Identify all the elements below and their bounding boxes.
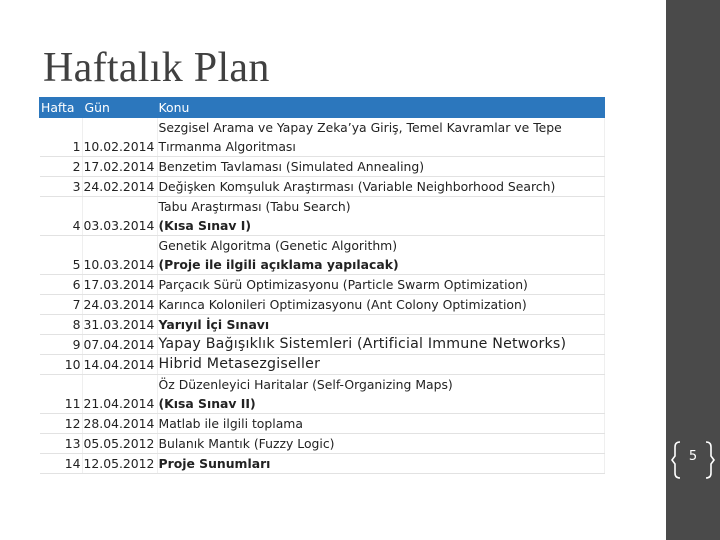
date-cell: 31.03.2014 (82, 315, 157, 335)
topic-line: Matlab ile ilgili toplama (158, 416, 303, 431)
topic-cell (157, 118, 604, 157)
topic-line-bold: Proje Sunumları (158, 456, 271, 471)
table-row (40, 236, 605, 275)
topic-line: Değişken Komşuluk Araştırması (Variable Neighborhood Search) (158, 179, 556, 194)
date-cell: 24.03.2014 (82, 295, 157, 315)
table-row (40, 454, 605, 474)
date-cell: 10.02.2014 (82, 118, 157, 157)
header-topic: Konu (157, 98, 604, 118)
week-cell: 13 (40, 434, 83, 454)
topic-cell (157, 197, 604, 236)
table-row (40, 118, 605, 157)
table-row (40, 434, 605, 454)
week-cell: 2 (40, 157, 83, 177)
week-cell: 12 (40, 414, 83, 434)
slide-title: Haftalık Plan (43, 45, 270, 91)
weekly-plan-table (39, 97, 605, 474)
topic-cell (157, 375, 604, 414)
table-row (40, 414, 605, 434)
topic-cell (157, 434, 604, 454)
table-row (40, 295, 605, 315)
week-cell: 1 (40, 118, 83, 157)
date-cell: 17.02.2014 (82, 157, 157, 177)
date-cell: 28.04.2014 (82, 414, 157, 434)
page-number: 5 (688, 449, 698, 464)
topic-line: Hibrid Metasezgiseller (158, 356, 321, 372)
topic-line-bold: (Proje ile ilgili açıklama yapılacak) (158, 257, 399, 272)
topic-line: Tabu Araştırması (Tabu Search) (158, 199, 351, 214)
table-row (40, 355, 605, 375)
week-cell: 3 (40, 177, 83, 197)
week-cell: 11 (40, 375, 83, 414)
date-cell: 21.04.2014 (82, 375, 157, 414)
topic-line: Karınca Kolonileri Optimizasyonu (Ant Colony Optimization) (158, 297, 527, 312)
topic-line: Benzetim Tavlaması (Simulated Annealing) (158, 159, 425, 174)
topic-line: Bulanık Mantık (Fuzzy Logic) (158, 436, 335, 451)
topic-cell (157, 355, 604, 375)
topic-line-bold: (Kısa Sınav I) (158, 218, 252, 233)
topic-line-bold: (Kısa Sınav II) (158, 396, 256, 411)
topic-cell (157, 275, 604, 295)
topic-line: Sezgisel Arama ve Yapay Zeka’ya Giriş, Temel Kavramlar ve Tepe (158, 120, 562, 135)
table-row (40, 275, 605, 295)
page-number-badge (670, 438, 716, 482)
table-row (40, 157, 605, 177)
week-cell: 4 (40, 197, 83, 236)
week-cell: 10 (40, 355, 83, 375)
topic-cell (157, 335, 604, 355)
table-row (40, 177, 605, 197)
topic-line-bold: Yarıyıl İçi Sınavı (158, 317, 270, 332)
topic-line: Parçacık Sürü Optimizasyonu (Particle Swarm Optimization) (158, 277, 528, 292)
week-cell: 8 (40, 315, 83, 335)
topic-cell (157, 454, 604, 474)
table-row (40, 335, 605, 355)
topic-line: Tırmanma Algoritması (158, 139, 296, 154)
topic-cell (157, 177, 604, 197)
week-cell: 14 (40, 454, 83, 474)
date-cell: 05.05.2012 (82, 434, 157, 454)
table-row (40, 315, 605, 335)
table-row (40, 197, 605, 236)
topic-cell (157, 157, 604, 177)
week-cell: 7 (40, 295, 83, 315)
topic-cell (157, 315, 604, 335)
week-cell: 5 (40, 236, 83, 275)
topic-cell (157, 414, 604, 434)
header-date: Gün (82, 98, 157, 118)
topic-line: Yapay Bağışıklık Sistemleri (Artificial Immune Networks) (158, 336, 567, 352)
date-cell: 14.04.2014 (82, 355, 157, 375)
week-cell: 6 (40, 275, 83, 295)
date-cell: 24.02.2014 (82, 177, 157, 197)
week-cell: 9 (40, 335, 83, 355)
header-week: Hafta (40, 98, 83, 118)
table-row (40, 375, 605, 414)
date-cell: 17.03.2014 (82, 275, 157, 295)
topic-line: Genetik Algoritma (Genetic Algorithm) (158, 238, 398, 253)
table-header-row (40, 98, 605, 118)
date-cell: 10.03.2014 (82, 236, 157, 275)
date-cell: 12.05.2012 (82, 454, 157, 474)
topic-cell (157, 236, 604, 275)
date-cell: 03.03.2014 (82, 197, 157, 236)
topic-line: Öz Düzenleyici Haritalar (Self-Organizing Maps) (158, 377, 453, 392)
date-cell: 07.04.2014 (82, 335, 157, 355)
topic-cell (157, 295, 604, 315)
